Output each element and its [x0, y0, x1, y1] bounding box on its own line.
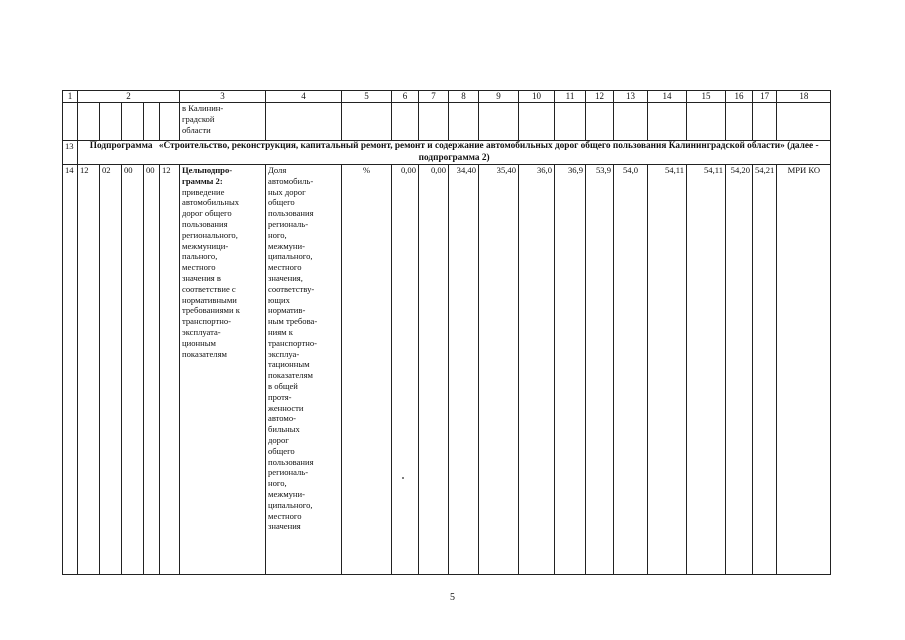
indicator-line: ниям к [268, 326, 293, 337]
indicator-line: транспортно- [268, 337, 317, 348]
row-number: 14 [63, 165, 78, 575]
goal-line: ционным [182, 337, 216, 348]
goal-line: автомобильных [182, 197, 240, 208]
value-cell: 36,9 [555, 165, 586, 575]
value-cell: 53,9 [586, 165, 614, 575]
indicator-line: значения, [268, 272, 303, 283]
indicator-line: Доля [268, 165, 287, 175]
value-cell: 54,11 [648, 165, 687, 575]
goal-title-word: подпро- [201, 165, 233, 175]
continued-goal-line: в Калинин- [182, 103, 224, 113]
header-col-7: 7 [419, 91, 449, 103]
header-col-16: 16 [726, 91, 753, 103]
indicator-line: автомобиль- [268, 175, 314, 186]
header-col-9: 9 [479, 91, 519, 103]
subprogram-title [78, 141, 831, 165]
indicator-line: местного [268, 510, 302, 521]
value-cell: 54,0 [614, 165, 648, 575]
indicator-line: женности [268, 402, 304, 413]
code-cell: 00 [122, 165, 144, 575]
header-col-6: 6 [392, 91, 419, 103]
indicator-line: норматив- [268, 305, 306, 316]
indicator-line: ным требова- [268, 316, 318, 327]
goal-title-word: Цель [182, 165, 202, 175]
indicator-line: пользования [268, 208, 314, 219]
header-col-14: 14 [648, 91, 687, 103]
goal-line: требованиями к [182, 305, 240, 316]
goal-text [180, 165, 266, 575]
header-col-2: 2 [78, 91, 180, 103]
goal-line: показателям [182, 348, 227, 359]
indicator-line: ных дорог [268, 186, 306, 197]
indicator-line: протя- [268, 391, 292, 402]
header-col-10: 10 [519, 91, 555, 103]
header-col-5: 5 [342, 91, 392, 103]
executor-cell: МРИ КО [777, 165, 831, 575]
indicator-line: ного, [268, 478, 287, 489]
goal-line: приведение [182, 186, 225, 197]
indicator-line: тационным [268, 359, 310, 370]
indicator-line: в общей [268, 380, 298, 391]
indicator-line: пользования [268, 456, 314, 467]
code-cell: 02 [100, 165, 122, 575]
indicator-line: автомо- [268, 413, 297, 424]
subprogram-number: 13 [63, 141, 78, 165]
subprogram-row [63, 141, 831, 165]
indicator-line: ципального, [268, 251, 313, 262]
goal-line: значения в [182, 272, 221, 283]
code-cell: 00 [144, 165, 160, 575]
goal-line: эксплуата- [182, 326, 221, 337]
indicator-line: региональ- [268, 467, 309, 478]
header-col-4: 4 [266, 91, 342, 103]
value-cell: 54,11 [687, 165, 726, 575]
goal-title-word: граммы 2: [182, 175, 223, 186]
indicator-line: межмуни- [268, 488, 305, 499]
header-col-8: 8 [449, 91, 479, 103]
goal-line: соответствие с [182, 283, 236, 294]
indicator-line: соответству- [268, 283, 315, 294]
goal-line: пального, [182, 251, 218, 262]
table-row [63, 165, 831, 575]
indicator-line: показателям [268, 370, 313, 381]
header-col-11: 11 [555, 91, 586, 103]
indicator-line: бильных [268, 424, 300, 435]
header-col-15: 15 [687, 91, 726, 103]
goal-title-line [182, 165, 263, 176]
indicator-line: ного, [268, 229, 287, 240]
indicator-line: эксплуа- [268, 348, 300, 359]
indicator-line: значения [268, 521, 301, 532]
header-col-1: 1 [63, 91, 78, 103]
continued-goal-line: градской [182, 113, 215, 124]
column-number-row [63, 91, 831, 103]
value-cell: 54,21 [753, 165, 777, 575]
subprogram-title-lead: Подпрограмма [89, 141, 153, 151]
goal-line: межмуници- [182, 240, 229, 251]
value-cell: 36,0 [519, 165, 555, 575]
value-cell: 54,20 [726, 165, 753, 575]
value-cell: 0,00 [419, 165, 449, 575]
header-col-18: 18 [777, 91, 831, 103]
header-col-3: 3 [180, 91, 266, 103]
goal-title-line [182, 176, 263, 187]
goal-line: дорог общего [182, 208, 232, 219]
value-cell: 0,00 [392, 165, 419, 575]
page-number: 5 [450, 592, 455, 603]
continued-goal-text [180, 103, 266, 141]
indicator-line: ющих [268, 294, 290, 305]
goal-line: регионального, [182, 229, 238, 240]
continuation-row [63, 103, 831, 141]
goal-line: местного [182, 262, 216, 273]
indicator-line: общего [268, 197, 295, 208]
goal-line: транспортно- [182, 316, 231, 327]
indicator-line: региональ- [268, 218, 309, 229]
continued-goal-line: области [182, 124, 211, 135]
value-cell: 34,40 [449, 165, 479, 575]
code-cell: 12 [160, 165, 180, 575]
indicator-line: общего [268, 445, 295, 456]
goal-line: нормативными [182, 294, 237, 305]
indicator-text [266, 165, 342, 575]
unit-cell: % [342, 165, 392, 575]
indicator-line: ципального, [268, 499, 313, 510]
indicator-line: межмуни- [268, 240, 305, 251]
goal-line: пользования [182, 218, 228, 229]
value-cell: 35,40 [479, 165, 519, 575]
indicator-table [62, 90, 831, 575]
header-col-17: 17 [753, 91, 777, 103]
header-col-12: 12 [586, 91, 614, 103]
scan-speck [402, 477, 404, 479]
indicator-line: местного [268, 262, 302, 273]
indicator-line: дорог [268, 434, 289, 445]
subprogram-title-text: «Строительство, реконструкция, капитальный ремонт, ремонт и содержание автомобильных дорог общего пользования Калининградской области» (далее - подпрограмма 2) [158, 141, 819, 163]
code-cell: 12 [78, 165, 100, 575]
header-col-13: 13 [614, 91, 648, 103]
